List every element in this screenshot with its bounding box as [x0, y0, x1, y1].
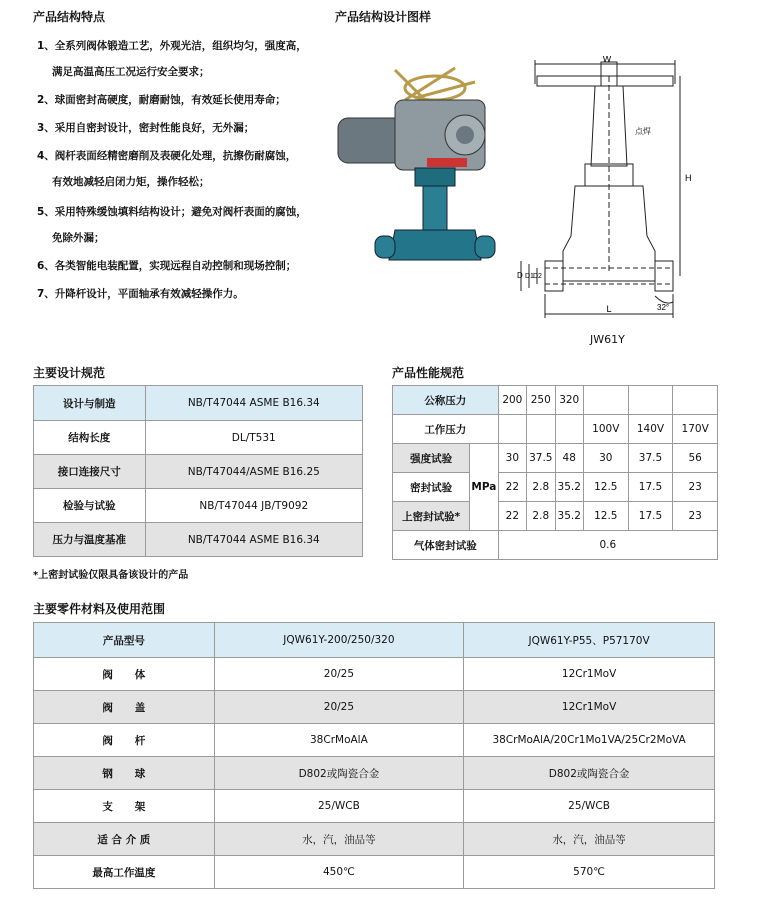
- material-label: 适 合 介 质: [34, 823, 215, 856]
- material-col2: 570℃: [464, 856, 715, 889]
- material-col2: 12Cr1MoV: [464, 658, 715, 691]
- dim-d1-label: D1: [525, 273, 534, 280]
- table-row: [34, 386, 363, 421]
- feature-line: 7、升降杆设计，平面轴承有效减轻操作力。: [37, 288, 244, 300]
- performance-title: 产品性能规范: [392, 366, 465, 380]
- feature-line: 4、阀杆表面经精密磨削及表硬化处理，抗擦伤耐腐蚀，: [37, 150, 297, 162]
- performance-table: [392, 385, 718, 560]
- test-cell: 23: [673, 502, 718, 531]
- nominal-cell: 320: [555, 386, 583, 415]
- test-cell: 35.2: [555, 502, 583, 531]
- angle-label: 32°: [657, 303, 670, 312]
- design-label: 设计与制造: [34, 386, 146, 421]
- unit-cell: MPa: [470, 444, 498, 531]
- dim-h-label: H: [685, 173, 692, 183]
- table-row: [393, 386, 718, 415]
- feature-line: 5、采用特殊缓蚀填料结构设计；避免对阀杆表面的腐蚀，: [37, 206, 307, 218]
- material-col1: 水，汽，油品等: [214, 823, 463, 856]
- test-cell: 56: [673, 444, 718, 473]
- working-cell: 170V: [673, 415, 718, 444]
- dim-l-label: L: [606, 304, 612, 314]
- table-row: [34, 757, 715, 790]
- materials-table: [33, 622, 715, 889]
- material-col1: D802或陶瓷合金: [214, 757, 463, 790]
- weld-label: 点焊: [635, 127, 651, 136]
- feature-line: 2、球面密封高硬度，耐磨耐蚀，有效延长使用寿命；: [37, 94, 286, 106]
- design-value: NB/T47044 ASME B16.34: [145, 386, 362, 421]
- dim-d2-label: D2: [533, 273, 542, 280]
- material-label: 阀 体: [34, 658, 215, 691]
- test-cell: 12.5: [583, 473, 628, 502]
- table-row: [393, 502, 718, 531]
- feature-line: 满足高温高压工况运行安全要求；: [52, 66, 210, 78]
- nominal-cell: 200: [498, 386, 526, 415]
- table-row: [34, 790, 715, 823]
- materials-title: 主要零件材料及使用范围: [33, 602, 166, 616]
- table-row: [34, 691, 715, 724]
- test-cell: 22: [498, 473, 526, 502]
- material-header-col2: JQW61Y-P55、P57170V: [464, 623, 715, 658]
- feature-line: 3、采用自密封设计，密封性能良好，无外漏；: [37, 122, 255, 134]
- feature-line: 有效地减轻启闭力矩，操作轻松；: [52, 176, 210, 188]
- material-label: 支 架: [34, 790, 215, 823]
- material-header-label: 产品型号: [34, 623, 215, 658]
- material-label: 阀 杆: [34, 724, 215, 757]
- nominal-cell: 250: [527, 386, 555, 415]
- test-cell: 22: [498, 502, 526, 531]
- table-row: [393, 415, 718, 444]
- material-col2: 38CrMoAlA/20Cr1Mo1VA/25Cr2MoVA: [464, 724, 715, 757]
- table-row: [34, 724, 715, 757]
- material-col2: 25/WCB: [464, 790, 715, 823]
- design-value: NB/T47044 JB/T9092: [145, 489, 362, 523]
- test-cell: 37.5: [628, 444, 673, 473]
- test-cell: 48: [555, 444, 583, 473]
- design-table: [33, 385, 363, 557]
- feature-line: 免除外漏；: [52, 232, 105, 244]
- material-label: 阀 盖: [34, 691, 215, 724]
- table-row: [34, 421, 363, 455]
- working-cell: [498, 415, 526, 444]
- test-cell: 35.2: [555, 473, 583, 502]
- test-cell: 17.5: [628, 473, 673, 502]
- test-cell: 17.5: [628, 502, 673, 531]
- design-label: 接口连接尺寸: [34, 455, 146, 489]
- test-cell: 30: [583, 444, 628, 473]
- working-cell: [527, 415, 555, 444]
- table-row: [34, 455, 363, 489]
- design-value: NB/T47044 ASME B16.34: [145, 523, 362, 557]
- valve-photo: [335, 60, 515, 290]
- table-row: [34, 489, 363, 523]
- test-cell: 12.5: [583, 502, 628, 531]
- working-label: 工作压力: [393, 415, 499, 444]
- material-col2: 水，汽，油品等: [464, 823, 715, 856]
- table-row: [393, 473, 718, 502]
- test-label: 强度试验: [393, 444, 470, 473]
- material-header-col1: JQW61Y-200/250/320: [214, 623, 463, 658]
- features-title: 产品结构特点: [33, 10, 106, 24]
- table-row: [34, 523, 363, 557]
- test-label: 密封试验: [393, 473, 470, 502]
- table-row: [393, 531, 718, 560]
- table-row: [393, 444, 718, 473]
- dim-d-label: D: [517, 271, 523, 280]
- design-value: DL/T531: [145, 421, 362, 455]
- nominal-cell: [583, 386, 628, 415]
- test-cell: 37.5: [527, 444, 555, 473]
- feature-line: 1、全系列阀体锻造工艺，外观光洁，组织均匀，强度高，: [37, 40, 307, 52]
- material-col1: 25/WCB: [214, 790, 463, 823]
- design-label: 检验与试验: [34, 489, 146, 523]
- nominal-cell: [673, 386, 718, 415]
- drawing-title: 产品结构设计图样: [335, 10, 432, 24]
- material-col1: 38CrMoAlA: [214, 724, 463, 757]
- gas-label: 气体密封试验: [393, 531, 499, 560]
- material-label: 最高工作温度: [34, 856, 215, 889]
- material-col1: 450℃: [214, 856, 463, 889]
- test-cell: 30: [498, 444, 526, 473]
- working-cell: 100V: [583, 415, 628, 444]
- material-col2: D802或陶瓷合金: [464, 757, 715, 790]
- working-cell: [555, 415, 583, 444]
- feature-line: 6、各类智能电装配置，实现远程自动控制和现场控制；: [37, 260, 297, 272]
- design-label: 结构长度: [34, 421, 146, 455]
- table-row: [34, 623, 715, 658]
- dim-w-label: W: [602, 56, 612, 64]
- technical-drawing: [515, 56, 697, 326]
- table-row: [34, 823, 715, 856]
- design-label: 压力与温度基准: [34, 523, 146, 557]
- table-row: [34, 658, 715, 691]
- test-cell: 2.8: [527, 473, 555, 502]
- gas-value: 0.6: [498, 531, 717, 560]
- design-value: NB/T47044/ASME B16.25: [145, 455, 362, 489]
- material-col2: 12Cr1MoV: [464, 691, 715, 724]
- working-cell: 140V: [628, 415, 673, 444]
- test-cell: 2.8: [527, 502, 555, 531]
- material-label: 钢 球: [34, 757, 215, 790]
- test-label: 上密封试验*: [393, 502, 470, 531]
- table-row: [34, 856, 715, 889]
- material-col1: 20/25: [214, 658, 463, 691]
- nominal-cell: [628, 386, 673, 415]
- test-cell: 23: [673, 473, 718, 502]
- design-note: *上密封试验仅限具备该设计的产品: [33, 570, 189, 581]
- model-label: JW61Y: [590, 333, 625, 346]
- nominal-label: 公称压力: [393, 386, 499, 415]
- design-title: 主要设计规范: [33, 366, 106, 380]
- material-col1: 20/25: [214, 691, 463, 724]
